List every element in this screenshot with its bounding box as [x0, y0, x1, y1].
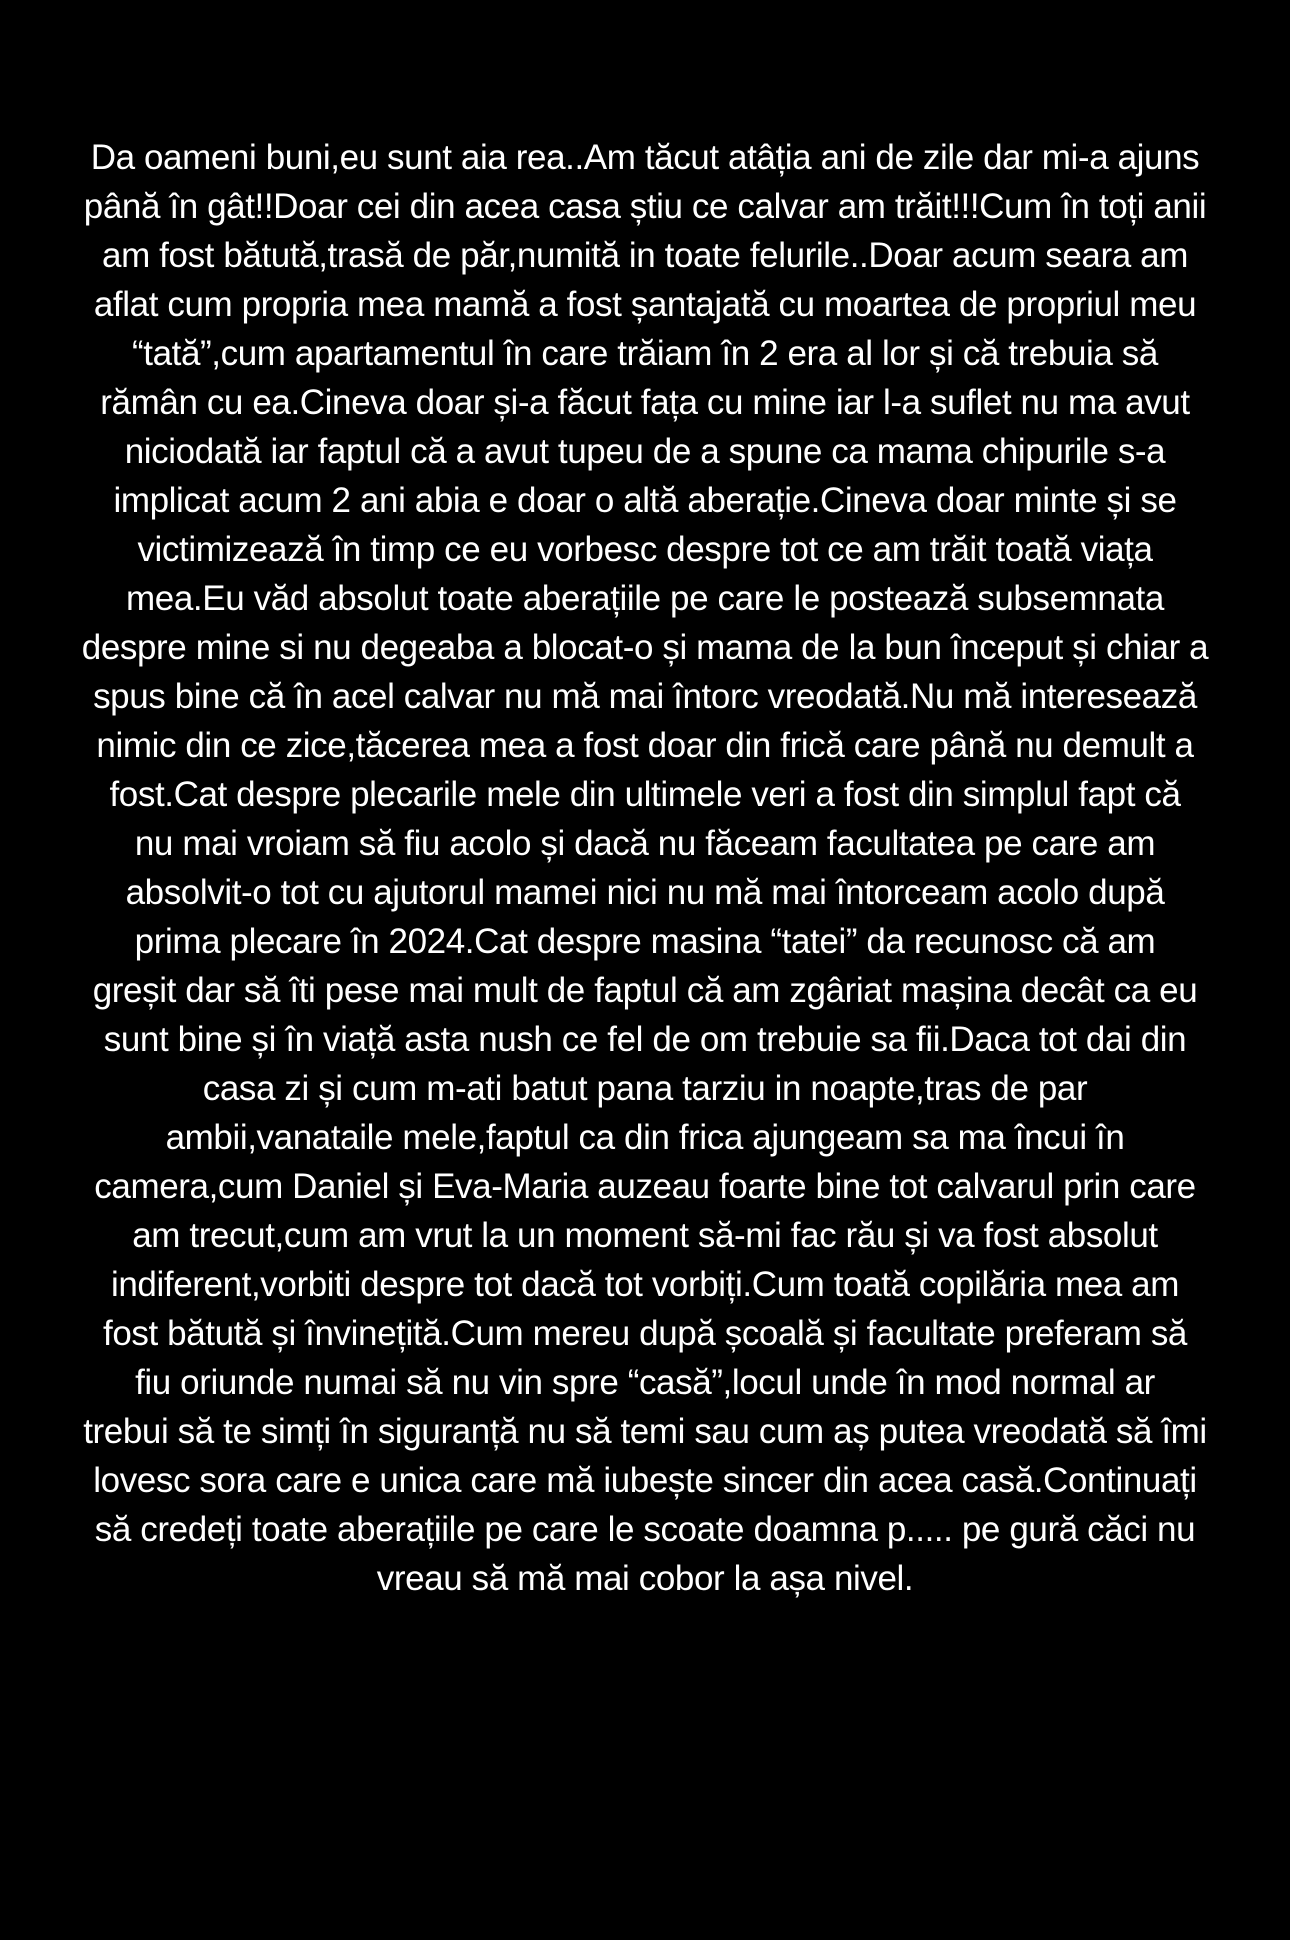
story-line: spus bine că în acel calvar nu mă mai întorc vreodată.Nu mă interesează [93, 677, 1197, 716]
story-line: Da oameni buni,eu sunt aia rea..Am tăcut atâția ani de zile dar mi-a ajuns [90, 138, 1200, 177]
story-line: fost bătută și învinețită.Cum mereu după școală și facultate preferam să [103, 1314, 1187, 1353]
story-line: prima plecare în 2024.Cat despre masina “tatei” da recunosc că am [134, 922, 1156, 961]
story-line: absolvit-o tot cu ajutorul mamei nici nu mă mai întorceam acolo după [125, 873, 1165, 912]
story-line: camera,cum Daniel și Eva-Maria auzeau foarte bine tot calvarul prin care [94, 1167, 1196, 1206]
story-line: mea.Eu văd absolut toate aberațiile pe care le postează subsemnata [126, 579, 1164, 618]
story-line: despre mine si nu degeaba a blocat-o și mama de la bun început și chiar a [81, 628, 1209, 667]
story-line: fiu oriunde numai să nu vin spre “casă”,locul unde în mod normal ar [135, 1363, 1155, 1402]
story-text-block [70, 133, 1220, 1603]
story-line: să credeți toate aberațiile pe care le scoate doamna p..... pe gură căci nu [94, 1510, 1196, 1549]
story-line: niciodată iar faptul că a avut tupeu de a spune ca mama chipurile s-a [124, 432, 1166, 471]
story-line: lovesc sora care e unica care mă iubește sincer din acea casă.Continuați [93, 1461, 1197, 1500]
story-line: nimic din ce zice,tăcerea mea a fost doar din frică care până nu demult a [96, 726, 1194, 765]
story-line: aflat cum propria mea mamă a fost șantajată cu moartea de propriul meu [93, 285, 1197, 324]
story-line: casa zi și cum m-ati batut pana tarziu in noapte,tras de par [202, 1069, 1088, 1108]
story-line: rămân cu ea.Cineva doar și-a făcut fața cu mine iar l-a suflet nu ma avut [100, 383, 1190, 422]
story-line: am trecut,cum am vrut la un moment să-mi fac rău și va fost absolut [132, 1216, 1158, 1255]
story-line: fost.Cat despre plecarile mele din ultimele veri a fost din simplul fapt că [109, 775, 1181, 814]
story-line: “tată”,cum apartamentul în care trăiam în 2 era al lor și că trebuia să [132, 334, 1158, 373]
story-line: am fost bătută,trasă de păr,numită in toate felurile..Doar acum seara am [102, 236, 1188, 275]
story-line: indiferent,vorbiti despre tot dacă tot vorbiți.Cum toată copilăria mea am [110, 1265, 1179, 1304]
story-line: nu mai vroiam să fiu acolo și dacă nu făceam facultatea pe care am [134, 824, 1156, 863]
story-line: sunt bine și în viață asta nush ce fel de om trebuie sa fii.Daca tot dai din [103, 1020, 1187, 1059]
story-line: implicat acum 2 ani abia e doar o altă aberație.Cineva doar minte și se [113, 481, 1177, 520]
story-line: victimizează în timp ce eu vorbesc despre tot ce am trăit toată viața [137, 530, 1153, 569]
story-line: până în gât!!Doar cei din acea casa știu ce calvar am trăit!!!Cum în toți anii [83, 187, 1207, 226]
story-line: greșit dar să îti pese mai mult de faptul că am zgâriat mașina decât ca eu [92, 971, 1198, 1010]
story-line: vreau să mă mai cobor la așa nivel. [376, 1559, 914, 1598]
story-line: trebui să te simți în siguranță nu să temi sau cum aș putea vreodată să îmi [83, 1412, 1207, 1451]
story-line: ambii,vanataile mele,faptul ca din frica ajungeam sa ma încui în [165, 1118, 1125, 1157]
